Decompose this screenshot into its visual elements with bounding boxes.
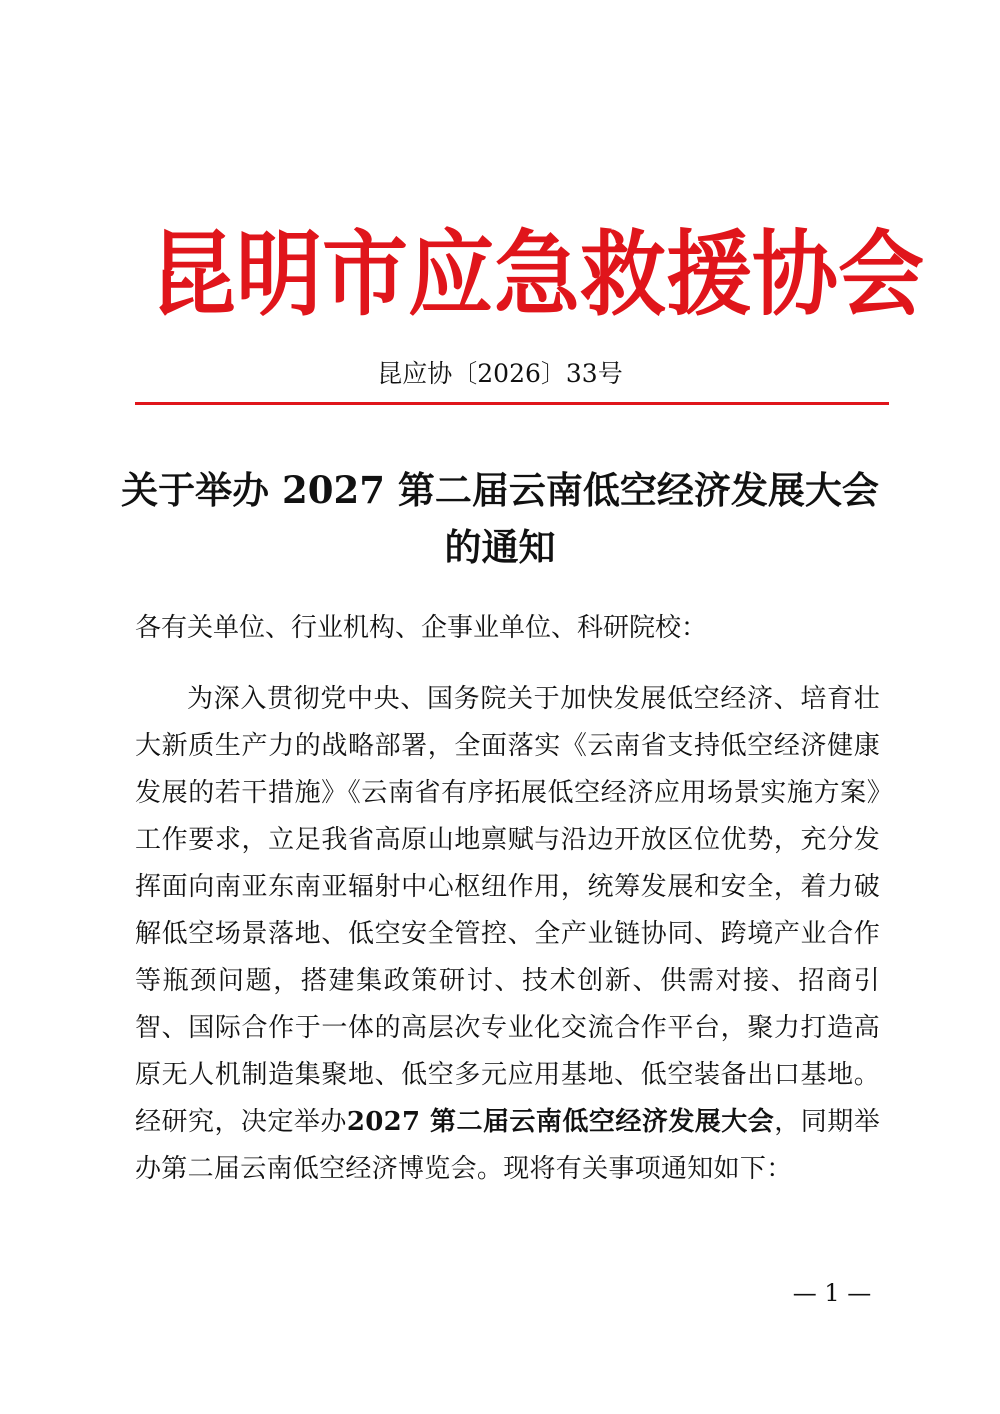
red-separator-rule <box>135 402 889 405</box>
notice-title-line-2: 的通知 <box>444 525 556 569</box>
notice-title <box>120 462 880 576</box>
notice-body-paragraph <box>135 676 880 1193</box>
page-number: — 1 — <box>792 1279 872 1307</box>
document-number: 昆应协〔2026〕33号 <box>377 359 623 388</box>
body-text-before-event: 为深入贯彻党中央、国务院关于加快发展低空经济、培育壮大新质生产力的战略部署，全面落实《云南省支持低空经济健康发展的若干措施》《云南省有序拓展低空经济应用场景实施方案》工作要求，立足我省高原山地禀赋与沿边开放区位优势，充分发挥面向南亚东南亚辐射中心枢纽作用，统筹发展和安全，着力破解低空场景落地、低空安全管控、全产业链协同、跨境产业合作等瓶颈问题，搭建集政策研讨、技术创新、供需对接、招商引智、国际合作于一体的高层次专业化交流合作平台，聚力打造高原无人机制造集聚地、低空多元应用基地、低空装备出口基地。经研究，决定举办 <box>135 684 880 1137</box>
issuer-masthead: 昆明市应急救援协会 <box>150 219 924 329</box>
event-name-bold: 2027 第二届云南低空经济发展大会 <box>346 1107 775 1137</box>
salutation: 各有关单位、行业机构、企事业单位、科研院校： <box>135 613 708 643</box>
body-text-after-event: ，同期举办第二届云南低空经济博览会。现将有关事项通知如下： <box>135 1107 880 1184</box>
notice-title-line-1: 关于举办 2027 第二届云南低空经济发展大会 <box>121 468 879 512</box>
